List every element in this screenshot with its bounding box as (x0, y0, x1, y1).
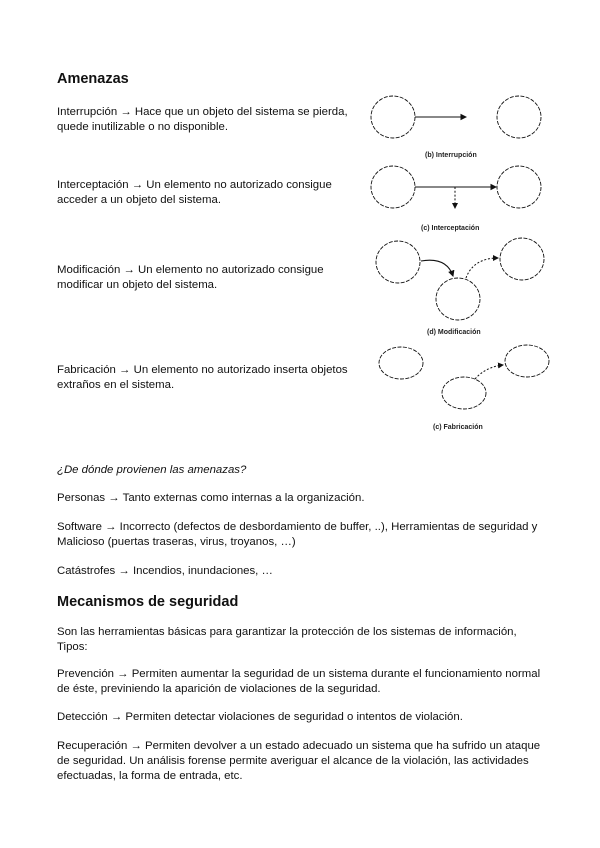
origin-people: Personas → Tanto externas como internas a la organización. (57, 492, 365, 504)
origins-question: ¿De dónde provienen las amenazas? (57, 464, 247, 476)
interception-diagram (365, 162, 555, 234)
source-node (371, 96, 415, 138)
threat-interruption-text: Interrupción → Hace que un objeto del sistema se pierda, quede inutilizable o no disponible. (57, 106, 348, 133)
interruption-diagram (365, 90, 555, 162)
source-node (379, 347, 423, 379)
modifier-node (436, 278, 480, 320)
fabrication-caption: (c) Fabricación (433, 424, 483, 431)
source-node (376, 241, 420, 283)
origin-catastrophes: Catástrofes → Incendios, inundaciones, … (57, 565, 273, 577)
interruption-caption: (b) Interrupción (425, 152, 477, 159)
fabricator-node (442, 377, 486, 409)
fabrication-diagram (365, 342, 555, 434)
mechanisms-heading: Mecanismos de seguridad (57, 594, 239, 610)
threat-modification-text: Modificación → Un elemento no autorizado consigue modificar un objeto del sistema. (57, 264, 324, 291)
mechanisms-intro: Son las herramientas básicas para garantizar la protección de los sistemas de información, Tipos: (57, 626, 517, 653)
flow-arrow-out (466, 258, 498, 278)
threats-heading: Amenazas (57, 71, 129, 87)
source-node (371, 166, 415, 208)
flow-arrow-in (421, 260, 453, 276)
interception-caption: (c) Interceptación (421, 225, 480, 232)
mechanism-recovery: Recuperación → Permiten devolver a un estado adecuado un sistema que ha sufrido un ataque de seguridad. Un análisis forense permite averiguar el alcance de la violación, las actividades efectuadas, la forma de entrada, etc. (57, 740, 541, 782)
mechanism-prevention: Prevención → Permiten aumentar la seguridad de un sistema durante el funcionamiento normal de éste, previniendo la aparición de violaciones de la seguridad. (57, 668, 541, 695)
destination-node (497, 166, 541, 208)
threat-fabrication-text: Fabricación → Un elemento no autorizado inserta objetos extraños en el sistema. (57, 364, 348, 391)
destination-node (497, 96, 541, 138)
modification-caption: (d) Modificación (427, 329, 481, 336)
modification-diagram (365, 236, 555, 338)
inserted-object-arrow (475, 365, 503, 379)
destination-node (500, 238, 544, 280)
origin-software: Software → Incorrecto (defectos de desbordamiento de buffer, ..), Herramientas de seguridad y Malicioso (puertas traseras, virus, troyanos, …) (57, 521, 538, 548)
threat-interception-text: Interceptación → Un elemento no autorizado consigue acceder a un objeto del sistema. (57, 179, 332, 206)
mechanism-detection: Detección → Permiten detectar violaciones de seguridad o intentos de violación. (57, 711, 463, 723)
destination-node (505, 345, 549, 377)
